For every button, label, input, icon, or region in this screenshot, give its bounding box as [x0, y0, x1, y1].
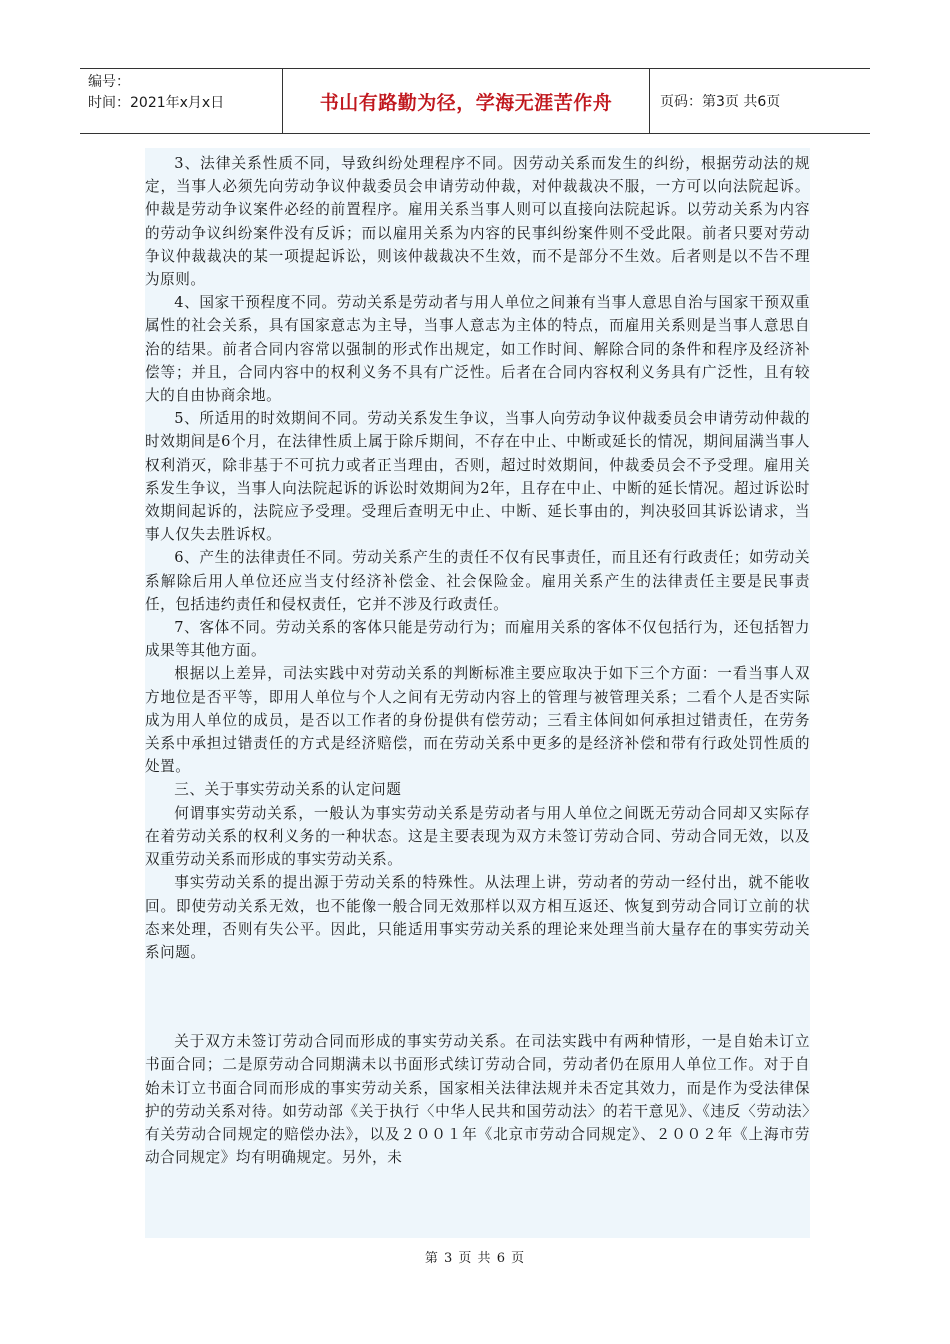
header-motto: 书山有路勤为径，学海无涯苦作舟 — [283, 69, 650, 133]
document-body — [145, 152, 810, 1169]
paragraph: 3、法律关系性质不同，导致纠纷处理程序不同。因劳动关系而发生的纠纷，根据劳动法的规定，当事人必须先向劳动争议仲裁委员会申请劳动仲裁，对仲裁裁决不服，一方可以向法院起诉。仲裁是劳动争议案件必经的前置程序。雇用关系当事人则可以直接向法院起诉。以劳动关系为内容的劳动争议纠纷案件没有反诉；而以雇用关系为内容的民事纠纷案件则不受此限。前者只要对劳动争议仲裁裁决的某一项提起诉讼，则该仲裁裁决不生效，而不是部分不生效。后者则是以不告不理为原则。 — [145, 155, 810, 289]
header-page-number: 页码：第3页 共6页 — [660, 94, 781, 110]
paragraph: 事实劳动关系的提出源于劳动关系的特殊性。从法理上讲，劳动者的劳动一经付出，就不能收回。即使劳动关系无效，也不能像一般合同无效那样以双方相互返还、恢复到劳动合同订立前的状态来处理，否则有失公平。因此，只能适用事实劳动关系的理论来处理当前大量存在的事实劳动关系问题。 — [145, 874, 810, 961]
time-label: 时间：2021年x月x日 — [88, 95, 225, 111]
paragraph: 5、所适用的时效期间不同。劳动关系发生争议，当事人向劳动争议仲裁委员会申请劳动仲裁的时效期间是6个月，在法律性质上属于除斥期间，不存在中止、中断或延长的情况，期间届满当事人权利消灭，除非基于不可抗力或者正当理由，否则，超过时效期间，仲裁委员会不予受理。雇用关系发生争议，当事人向法院起诉的诉讼时效期间为2年，且存在中止、中断的延长情况。超过诉讼时效期间起诉的，法院应予受理。受理后查明无中止、中断、延长事由的，判决驳回其诉讼请求，当事人仅失去胜诉权。 — [145, 410, 810, 544]
paragraph-gap — [145, 964, 810, 1030]
paragraph: 何谓事实劳动关系，一般认为事实劳动关系是劳动者与用人单位之间既无劳动合同却又实际存在着劳动关系的权利义务的一种状态。这是主要表现为双方未签订劳动合同、劳动合同无效，以及双重劳动关系而形成的事实劳动关系。 — [145, 804, 810, 869]
paragraph: 6、产生的法律责任不同。劳动关系产生的责任不仅有民事责任，而且还有行政责任；如劳动关系解除后用人单位还应当支付经济补偿金、社会保险金。雇用关系产生的法律责任主要是民事责任，包括违约责任和侵权责任，它并不涉及行政责任。 — [145, 549, 810, 613]
header-meta — [80, 69, 283, 133]
page-header — [80, 68, 870, 134]
number-label: 编号： — [88, 74, 130, 90]
paragraph: 4、国家干预程度不同。劳动关系是劳动者与用人单位之间兼有当事人意思自治与国家干预双重属性的社会关系，具有国家意志为主导，当事人意志为主体的特点，而雇用关系则是当事人意思自治的结果。前者合同内容常以强制的形式作出规定，如工作时间、解除合同的条件和程序及经济补偿等；并且，合同内容中的权利义务不具有广泛性。后者在合同内容权利义务具有广泛性，且有较大的自由协商余地。 — [145, 294, 810, 405]
page-footer: 第 3 页 共 6 页 — [424, 1251, 526, 1266]
paragraph: 根据以上差异，司法实践中对劳动关系的判断标准主要应取决于如下三个方面：一看当事人双方地位是否平等，即用人单位与个人之间有无劳动内容上的管理与被管理关系；二看个人是否实际成为用人单位的成员，是否以工作者的身份提供有偿劳动；三看主体间如何承担过错责任，在劳务关系中承担过错责任的方式是经济赔偿，而在劳动关系中更多的是经济补偿和带有行政处罚性质的处置。 — [145, 665, 810, 776]
paragraph: 7、客体不同。劳动关系的客体只能是劳动行为；而雇用关系的客体不仅包括行为，还包括智力成果等其他方面。 — [145, 619, 810, 660]
paragraph: 关于双方未签订劳动合同而形成的事实劳动关系。在司法实践中有两种情形，一是自始未订立书面合同；二是原劳动合同期满未以书面形式续订劳动合同，劳动者仍在原用人单位工作。对于自始未订立书面合同而形成的事实劳动关系，国家相关法律法规并未否定其效力，而是作为受法律保护的劳动关系对待。如劳动部《关于执行〈中华人民共和国劳动法〉的若干意见》、《违反〈劳动法〉有关劳动合同规定的赔偿办法》，以及２００１年《北京市劳动合同规定》、２００２年《上海市劳动合同规定》均有明确规定。另外，未 — [145, 1033, 810, 1167]
section-heading: 三、关于事实劳动关系的认定问题 — [174, 781, 402, 799]
